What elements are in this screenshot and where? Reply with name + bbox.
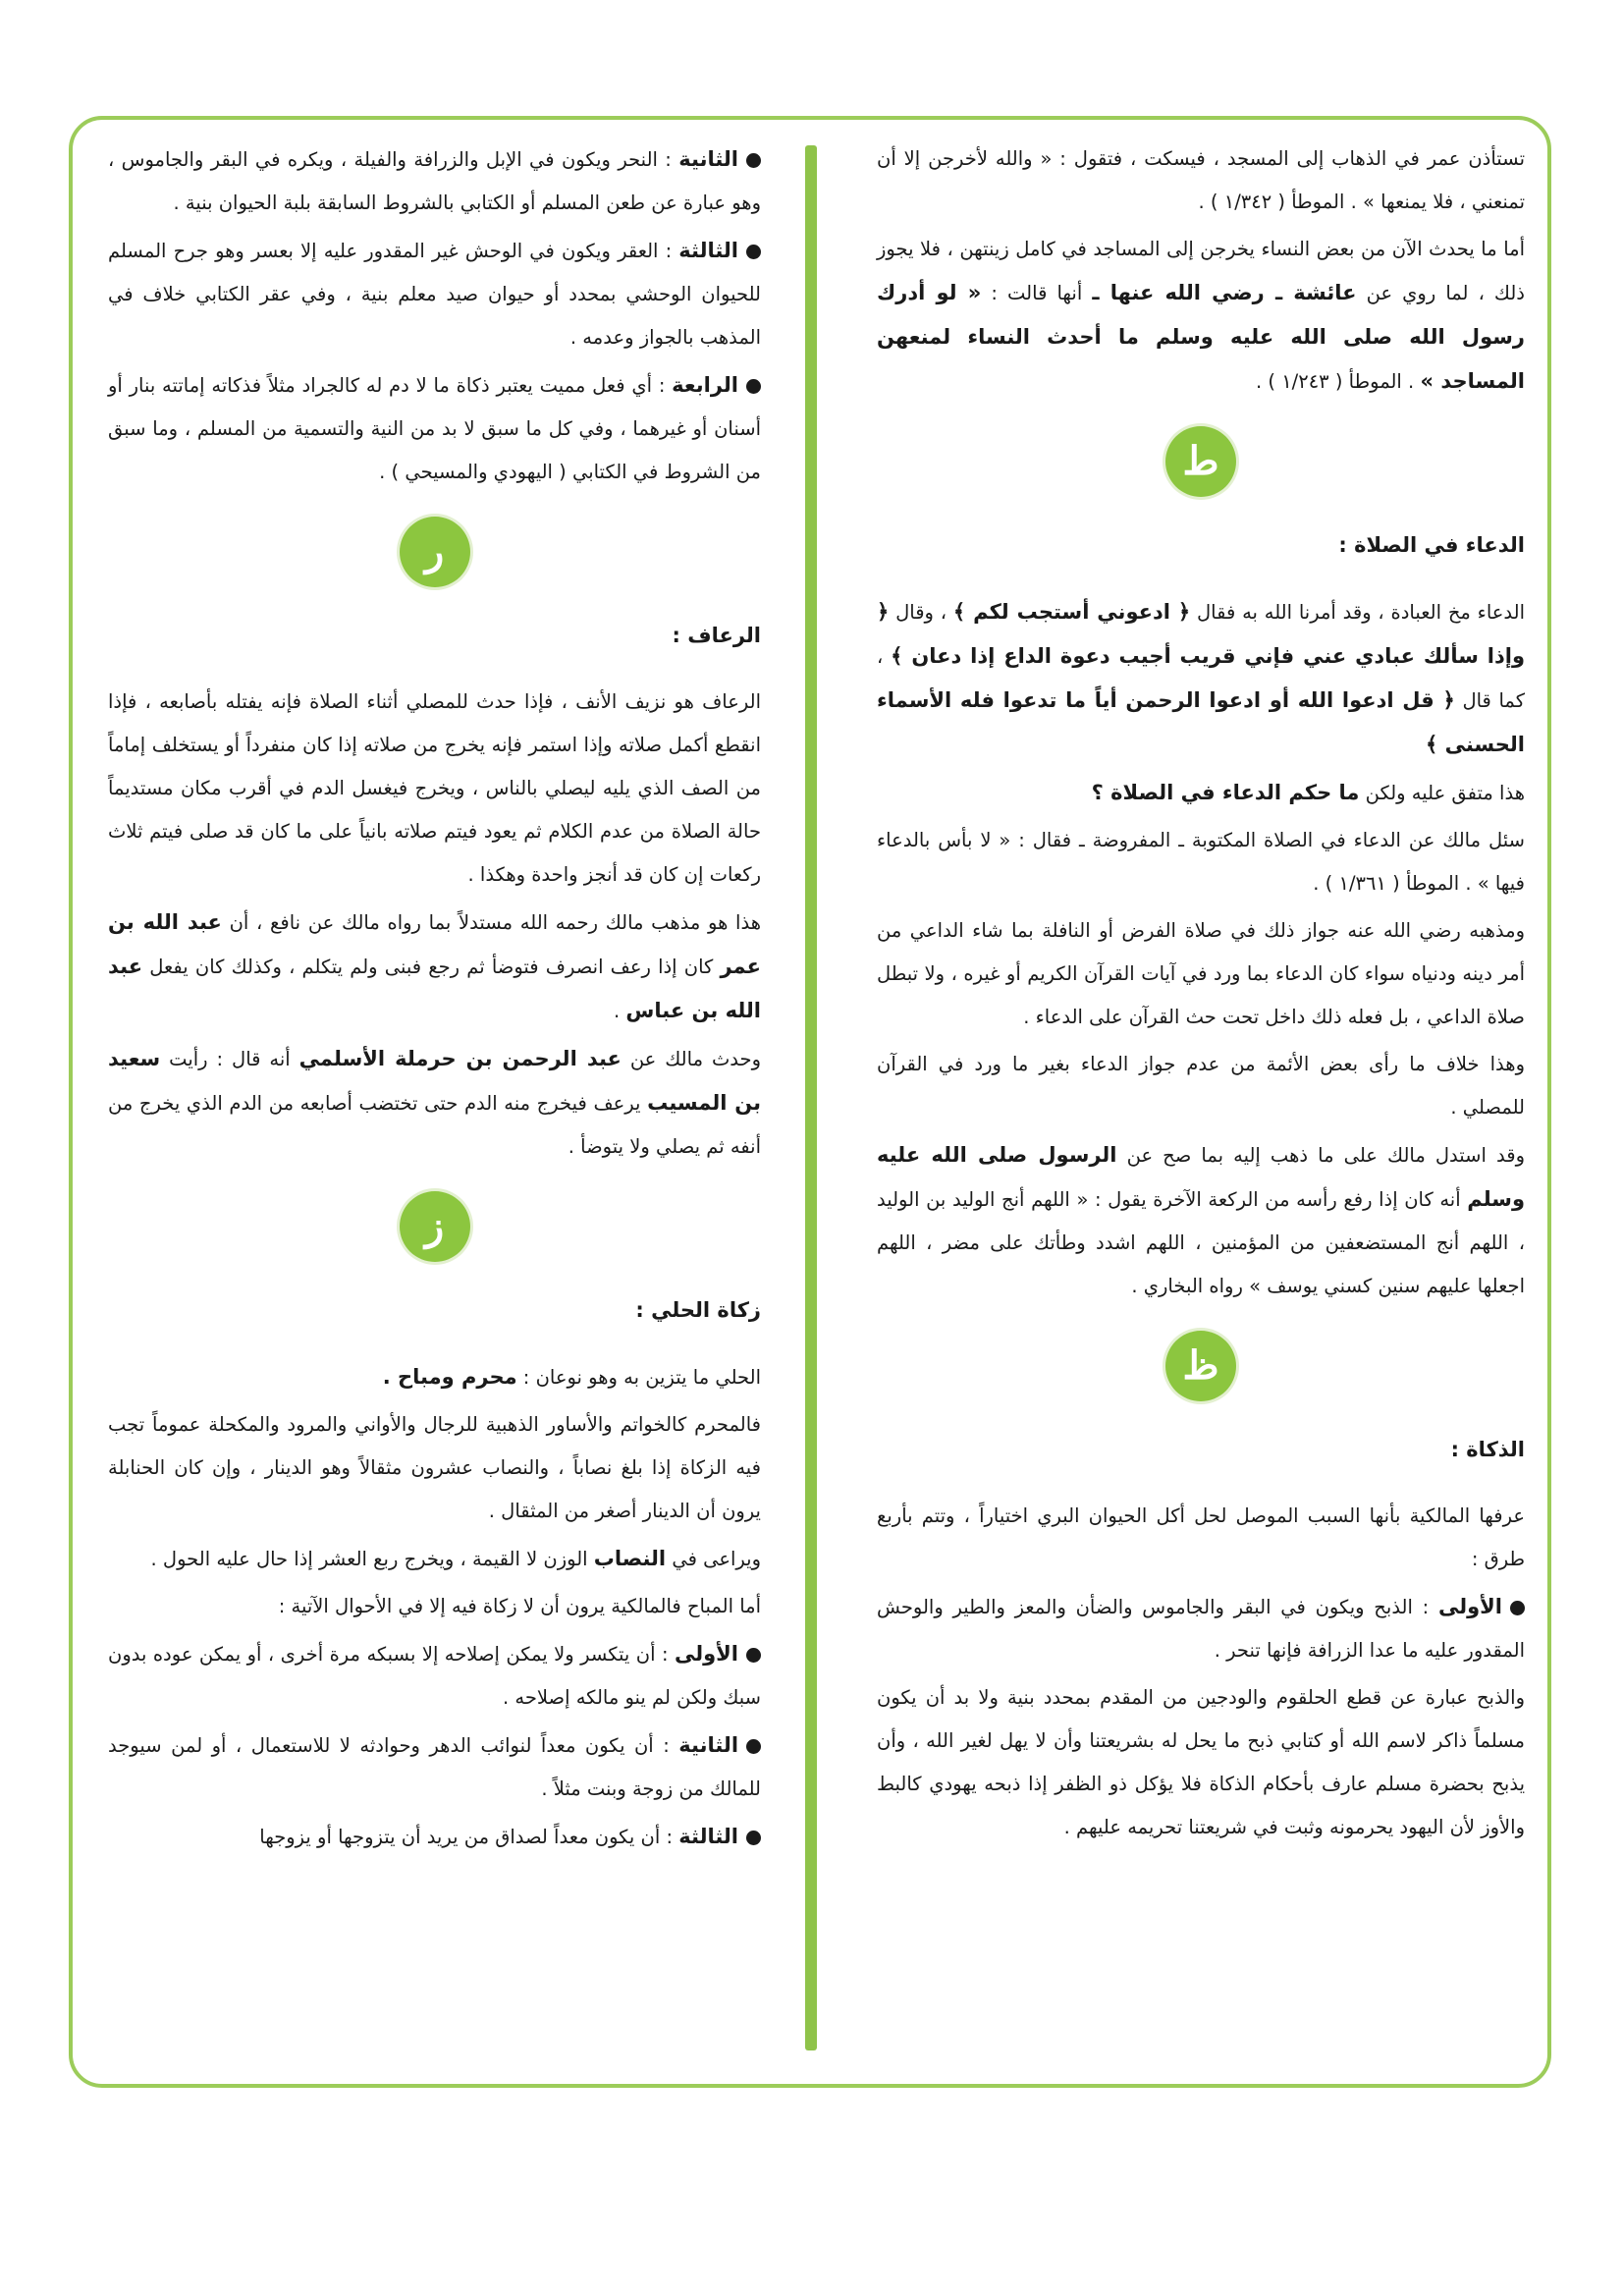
quran-quote: ﴿ قل ادعوا الله أو ادعوا الرحمن أياً ما تدعوا فله الأسماء الحسنى ﴾ (877, 688, 1525, 756)
paragraph: وحدث مالك عن عبد الرحمن بن حرملة الأسلمي أنه قال : رأيت سعيد بن المسيب يرعف فيخرج منه الدم حتى تختضب أصابعه من الدم الذي يخرج من أنفه ثم يصلي ولا يتوضأ . (108, 1047, 762, 1158)
paragraph: سئل مالك عن الدعاء في الصلاة المكتوبة ـ المفروضة ـ فقال : « لا بأس بالدعاء فيها » . الموطأ ( ١/٣٦١ ) . (877, 829, 1525, 895)
bullet-icon (746, 153, 761, 168)
person-name: عبد الله بن عمر (108, 910, 761, 978)
letter-badge-icon: ر (400, 517, 470, 587)
paragraph: ويراعى في النصاب الوزن لا القيمة ، ويخرج ربع العشر إذا حال عليه الحول . (150, 1547, 761, 1570)
list-item: الثانية : النحر ويكون في الإبل والزرافة والفيلة ، ويكره في البقر والجاموس ، وهو عبارة عن طعن المسلم أو الكتابي بالشروط السابقة بلبة الحيوان بنية . (108, 147, 761, 214)
letter-badge-icon: ظ (1165, 1331, 1236, 1401)
quran-quote: ﴿ وإذا سألك عبادي عني فإني قريب أجيب دعوة الداع إذا دعان ﴾ (877, 600, 1525, 668)
section-letter-badge (108, 1173, 761, 1281)
section-letter-badge (877, 1312, 1525, 1420)
list-item: الثالثة : أن يكون معداً لصداق من يريد أن يتزوجها أو يزوجها (108, 1815, 761, 1859)
list-item: الرابعة : أي فعل مميت يعتبر ذكاة ما لا دم له كالجراد مثلاً فذكاته إماتته بنار أو أسنان أو غيرهما ، وفي كل ما سبق لا بد من النية والتسمية من المسلم ، وما سبق من الشروط في الكتابي ( اليهودي والمسيحي ) . (108, 373, 761, 483)
paragraph: ومذهبه رضي الله عنه جواز ذلك في صلاة الفرض أو النافلة بما شاء الداعي من أمر دينه ودنياه سواء كان الدعاء بما ورد في آيات القرآن الكريم أو غيره ، ولا تبطل صلاة الداعي ، بل فعله ذلك داخل تحت حث القرآن على الدعاء . (877, 919, 1525, 1028)
paragraph: هذا هو مذهب مالك رحمه الله مستدلاً بما رواه مالك عن نافع ، أن عبد الله بن عمر كان إذا رعف انصرف فتوضأ ثم رجع فبنى ولم يتكلم ، وكذلك كان يفعل عبد الله بن عباس . (108, 910, 761, 1022)
bullet-icon (746, 1648, 761, 1663)
column-divider (805, 145, 817, 2050)
paragraph: الدعاء مخ العبادة ، وقد أمرنا الله به فقال ﴿ ادعوني أستجب لكم ﴾ ، وقال ﴿ وإذا سألك عبادي عني فإني قريب أجيب دعوة الداع إذا دعان ﴾ ، كما قال ﴿ قل ادعوا الله أو ادعوا الرحمن أياً ما تدعوا فله الأسماء الحسنى ﴾ (877, 600, 1525, 756)
section-heading: الدعاء في الصلاة : (1338, 533, 1525, 557)
paragraph: وهذا خلاف ما رأى بعض الأئمة من عدم جواز الدعاء بغير ما ورد في القرآن للمصلي . (877, 1053, 1525, 1119)
person-name: عبد الله بن عباس (108, 955, 761, 1022)
bullet-icon (746, 1739, 761, 1754)
section-heading: الذكاة : (1450, 1438, 1525, 1461)
person-name: عائشة ـ رضي الله عنها ـ (1092, 281, 1357, 304)
person-name: عبد الرحمن بن حرملة الأسلمي (298, 1047, 622, 1070)
paragraph: هذا متفق عليه ولكن ما حكم الدعاء في الصلاة ؟ (1091, 781, 1525, 804)
paragraph: الرعاف هو نزيف الأنف ، فإذا حدث للمصلي أثناء الصلاة فإنه يفتله بأصابعه ، فإذا انقطع أكمل صلاته وإذا استمر فإنه يخرج من صلاته إذا كان منفرداً أو يستخلف إماماً من الصف الذي يليه ليصلي بالناس ، ويخرج فيغسل الدم في أقرب مكان مستديماً حالة الصلاة من عدم الكلام ثم يعود فيتم صلاته بانياً على ما كان قد صلى فيتم ثلاث ركعات إن كان قد أنجز واحدة وهكذا . (108, 690, 761, 886)
types-bold: محرم ومباح . (382, 1365, 517, 1389)
list-item: الثانية : أن يكون معداً لنوائب الدهر وحوادثه لا للاستعمال ، أو لمن سيوجد للمالك من زوجة وبنت مثلاً . (108, 1733, 761, 1800)
bullet-icon (746, 1831, 761, 1845)
paragraph: وقد استدل مالك على ما ذهب إليه بما صح عن الرسول صلى الله عليه وسلم أنه كان إذا رفع رأسه من الركعة الآخرة يقول : « اللهم أنج الوليد بن الوليد ، اللهم أنج المستضعفين من المؤمنين ، اللهم اشدد وطأتك على مضر ، اللهم اجعلها عليهم سنين كسني يوسف » رواه البخاري . (877, 1143, 1526, 1297)
paragraph: والذبح عبارة عن قطع الحلقوم والودجين من المقدم بمحدد بنية ولا بد أن يكون مسلماً ذاكر لاسم الله أو كتابي ذبح ما يحل له بشريعتنا وأن لا يهل لغير الله ، وأن يذبح بحضرة مسلم عارف بأحكام الذكاة فلا يؤكل ذو الظفر إذا ذبحه يهودي كالبط والأوز لأن اليهود يحرمونه وثبت في شريعتنا تحريمه عليهم . (877, 1686, 1525, 1838)
section-heading: زكاة الحلي : (635, 1298, 761, 1322)
letter-badge-icon: ط (1165, 426, 1236, 497)
hadith-quote: « لو أدرك رسول الله صلى الله عليه وسلم ما أحدث النساء لمنعهن المساجد » (877, 281, 1525, 393)
person-name: سعيد بن المسيب (108, 1047, 761, 1115)
paragraph: فالمحرم كالخواتم والأساور الذهبية للرجال والأواني والمرود والمكحلة عموماً تجب فيه الزكاة إذا بلغ نصاباً ، والنصاب عشرون مثقالاً وهو الدينار ، وإن كان الحنابلة يرون أن الدينار أصغر من المثقال . (108, 1413, 761, 1522)
section-heading: الرعاف : (672, 624, 761, 647)
paragraph: الحلي ما يتزين به وهو نوعان : محرم ومباح . (382, 1365, 761, 1389)
section-letter-badge (877, 408, 1525, 516)
list-item: الأولى : الذبح ويكون في البقر والجاموس والضأن والمعز والطير والوحش المقدور عليه ما عدا الزرافة فإنها تنحر . (877, 1595, 1525, 1662)
paragraph: عرفها المالكية بأنها السبب الموصل لحل أكل الحيوان البري اختياراً ، وتتم بأربع طرق : (877, 1504, 1525, 1570)
paragraph: أما ما يحدث الآن من بعض النساء يخرجن إلى المساجد في كامل زينتهن ، فلا يجوز ذلك ، لما روي عن عائشة ـ رضي الله عنها ـ أنها قالت : « لو أدرك رسول الله صلى الله عليه وسلم ما أحدث النساء لمنعهن المساجد » . الموطأ ( ١/٢٤٣ ) . (877, 238, 1525, 393)
left-column (108, 137, 761, 1863)
term-bold: النصاب (593, 1547, 667, 1570)
list-item: الثالثة : العقر ويكون في الوحش غير المقدور عليه إلا بعسر وهو جرح المسلم للحيوان الوحشي بمحدد أو حيوان صيد معلم بنية ، وفي عقر الكتابي خلاف في المذهب بالجواز وعدمه . (108, 239, 761, 349)
right-column (877, 137, 1525, 1853)
paragraph: أما المباح فالمالكية يرون أن لا زكاة فيه إلا في الأحوال الآتية : (278, 1595, 761, 1617)
letter-badge-icon: ز (400, 1191, 470, 1262)
paragraph: تستأذن عمر في الذهاب إلى المسجد ، فيسكت ، فتقول : « والله لأخرجن إلا أن تمنعني ، فلا يمنعها » . الموطأ ( ١/٣٤٢ ) . (877, 147, 1525, 213)
bullet-icon (1510, 1601, 1525, 1615)
question-bold: ما حكم الدعاء في الصلاة ؟ (1091, 781, 1360, 804)
quran-quote: ﴿ ادعوني أستجب لكم ﴾ (952, 600, 1191, 624)
section-letter-badge (108, 498, 761, 606)
list-item: الأولى : أن يتكسر ولا يمكن إصلاحه إلا بسبكه مرة أخرى ، أو يمكن عوده بدون سبك ولكن لم ينو مالكه إصلاحه . (108, 1642, 761, 1709)
prophet-name: الرسول صلى الله عليه وسلم (877, 1143, 1526, 1211)
bullet-icon (746, 379, 761, 394)
bullet-icon (746, 245, 761, 259)
